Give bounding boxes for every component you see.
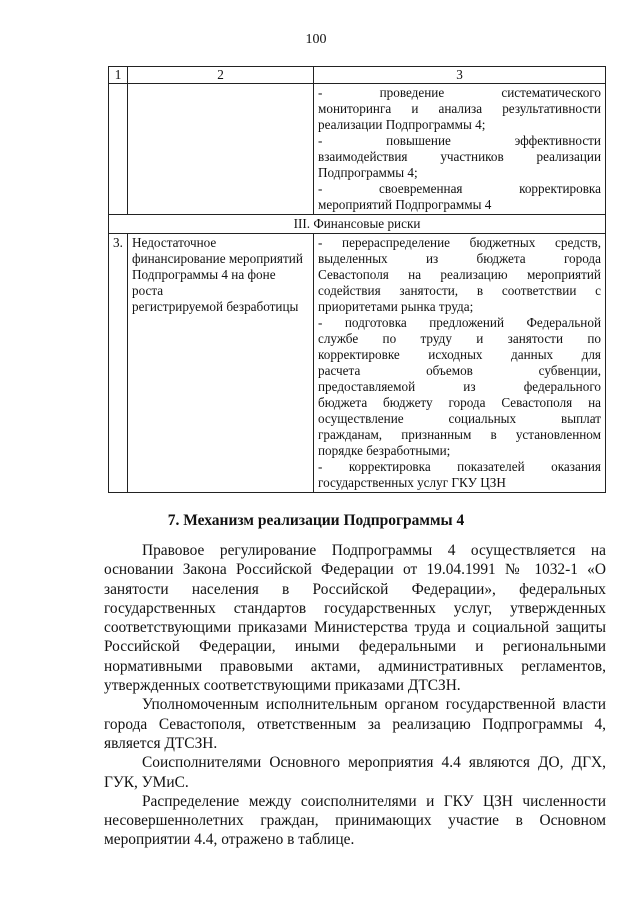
- header-cell-1: 1: [109, 67, 128, 84]
- text-line: Недостаточное: [132, 235, 217, 250]
- text-line: Подпрограммы 4;: [318, 165, 418, 180]
- header-cell-3: 3: [314, 67, 606, 84]
- text-line: государственных услуг ГКУ ЦЗН: [318, 475, 506, 490]
- text-line: корректировке исходных данных для: [318, 347, 601, 362]
- text-line: - подготовка предложений Федеральной: [318, 315, 601, 330]
- text-line: регистрируемой безработицы: [132, 299, 299, 314]
- text-line: гражданам, признанным в установленном: [318, 427, 601, 442]
- table-cell: [109, 84, 128, 215]
- header-cell-2: 2: [128, 67, 314, 84]
- page-number: 100: [305, 32, 327, 47]
- measure-item: [318, 133, 601, 181]
- text-line: расчета объемов субвенции,: [318, 363, 601, 378]
- text-line: выделенных из бюджета города: [318, 251, 601, 266]
- text-line: предоставляемой из федерального: [318, 379, 601, 394]
- paragraph: Распределение между соисполнителями и ГКУ ЦЗН численности несовершеннолетних граждан, принимающих участие в Основном мероприятии 4.4, отражено в таблице.: [104, 792, 606, 849]
- paragraph: Уполномоченным исполнительным органом государственной власти города Севастополя, ответственным за реализацию Подпрограммы 4, является ДТСЗН.: [104, 696, 606, 752]
- text-line: - повышение эффективности: [318, 133, 601, 148]
- section-row: [109, 215, 606, 234]
- text-line: порядке безработными;: [318, 443, 451, 458]
- text-line: - своевременная корректировка: [318, 181, 601, 196]
- section-heading: 7. Механизм реализации Подпрограммы 4: [167, 512, 465, 529]
- paragraph: Соисполнителями Основного мероприятия 4.4 являются ДО, ДГХ, ГУК, УМиС.: [104, 754, 606, 791]
- text-line: службе по труду и занятости по: [318, 331, 601, 346]
- text-line: мероприятий Подпрограммы 4: [318, 197, 492, 212]
- text-line: Севастополя на реализацию мероприятий: [318, 267, 601, 282]
- measure-item: [318, 459, 601, 491]
- text-line: финансирование мероприятий: [132, 251, 303, 266]
- measure-item: [318, 85, 601, 133]
- measures-cell: [314, 234, 606, 493]
- risk-description: [128, 234, 314, 493]
- table-row-continued: [109, 84, 606, 215]
- measures-cell: [314, 84, 606, 215]
- row-number: 3.: [109, 234, 128, 493]
- text-line: - перераспределение бюджетных средств,: [318, 235, 601, 250]
- text-line: содействия занятости, в соответствии с: [318, 283, 601, 298]
- text-line: Подпрограммы 4 на фоне роста: [132, 267, 276, 298]
- measure-item: [318, 181, 601, 213]
- body-text: [104, 541, 606, 850]
- paragraph: Правовое регулирование Подпрограммы 4 осуществляется на основании Закона Российской Федерации от 19.04.1991 № 1032-1 «О занятости населения в Российской Федерации», федеральных государственных стандартов государственных услуг, утвержденных соответствующими приказами Министерства труда и социальной защиты Российской Федерации, иными федеральными и региональными нормативными правовыми актами, административных регламентов, утвержденных соответствующими приказами ДТСЗН.: [104, 542, 606, 695]
- measure-item: [318, 315, 601, 459]
- text-line: бюджета бюджету города Севастополя на: [318, 395, 601, 410]
- text-line: реализации Подпрограммы 4;: [318, 117, 486, 132]
- table-row: [109, 234, 606, 493]
- text-line: - проведение систематического: [318, 85, 601, 100]
- text-line: взаимодействия участников реализации: [318, 149, 601, 164]
- measure-item: [318, 235, 601, 315]
- table-cell: [128, 84, 314, 215]
- text-line: осуществление социальных выплат: [318, 411, 601, 426]
- table-header-row: [109, 67, 606, 84]
- text-line: приоритетами рынка труда;: [318, 299, 474, 314]
- text-line: мониторинга и анализа результативности: [318, 101, 601, 116]
- section-title: III. Финансовые риски: [109, 215, 606, 234]
- risk-table: [108, 66, 606, 493]
- text-line: - корректировка показателей оказания: [318, 459, 601, 474]
